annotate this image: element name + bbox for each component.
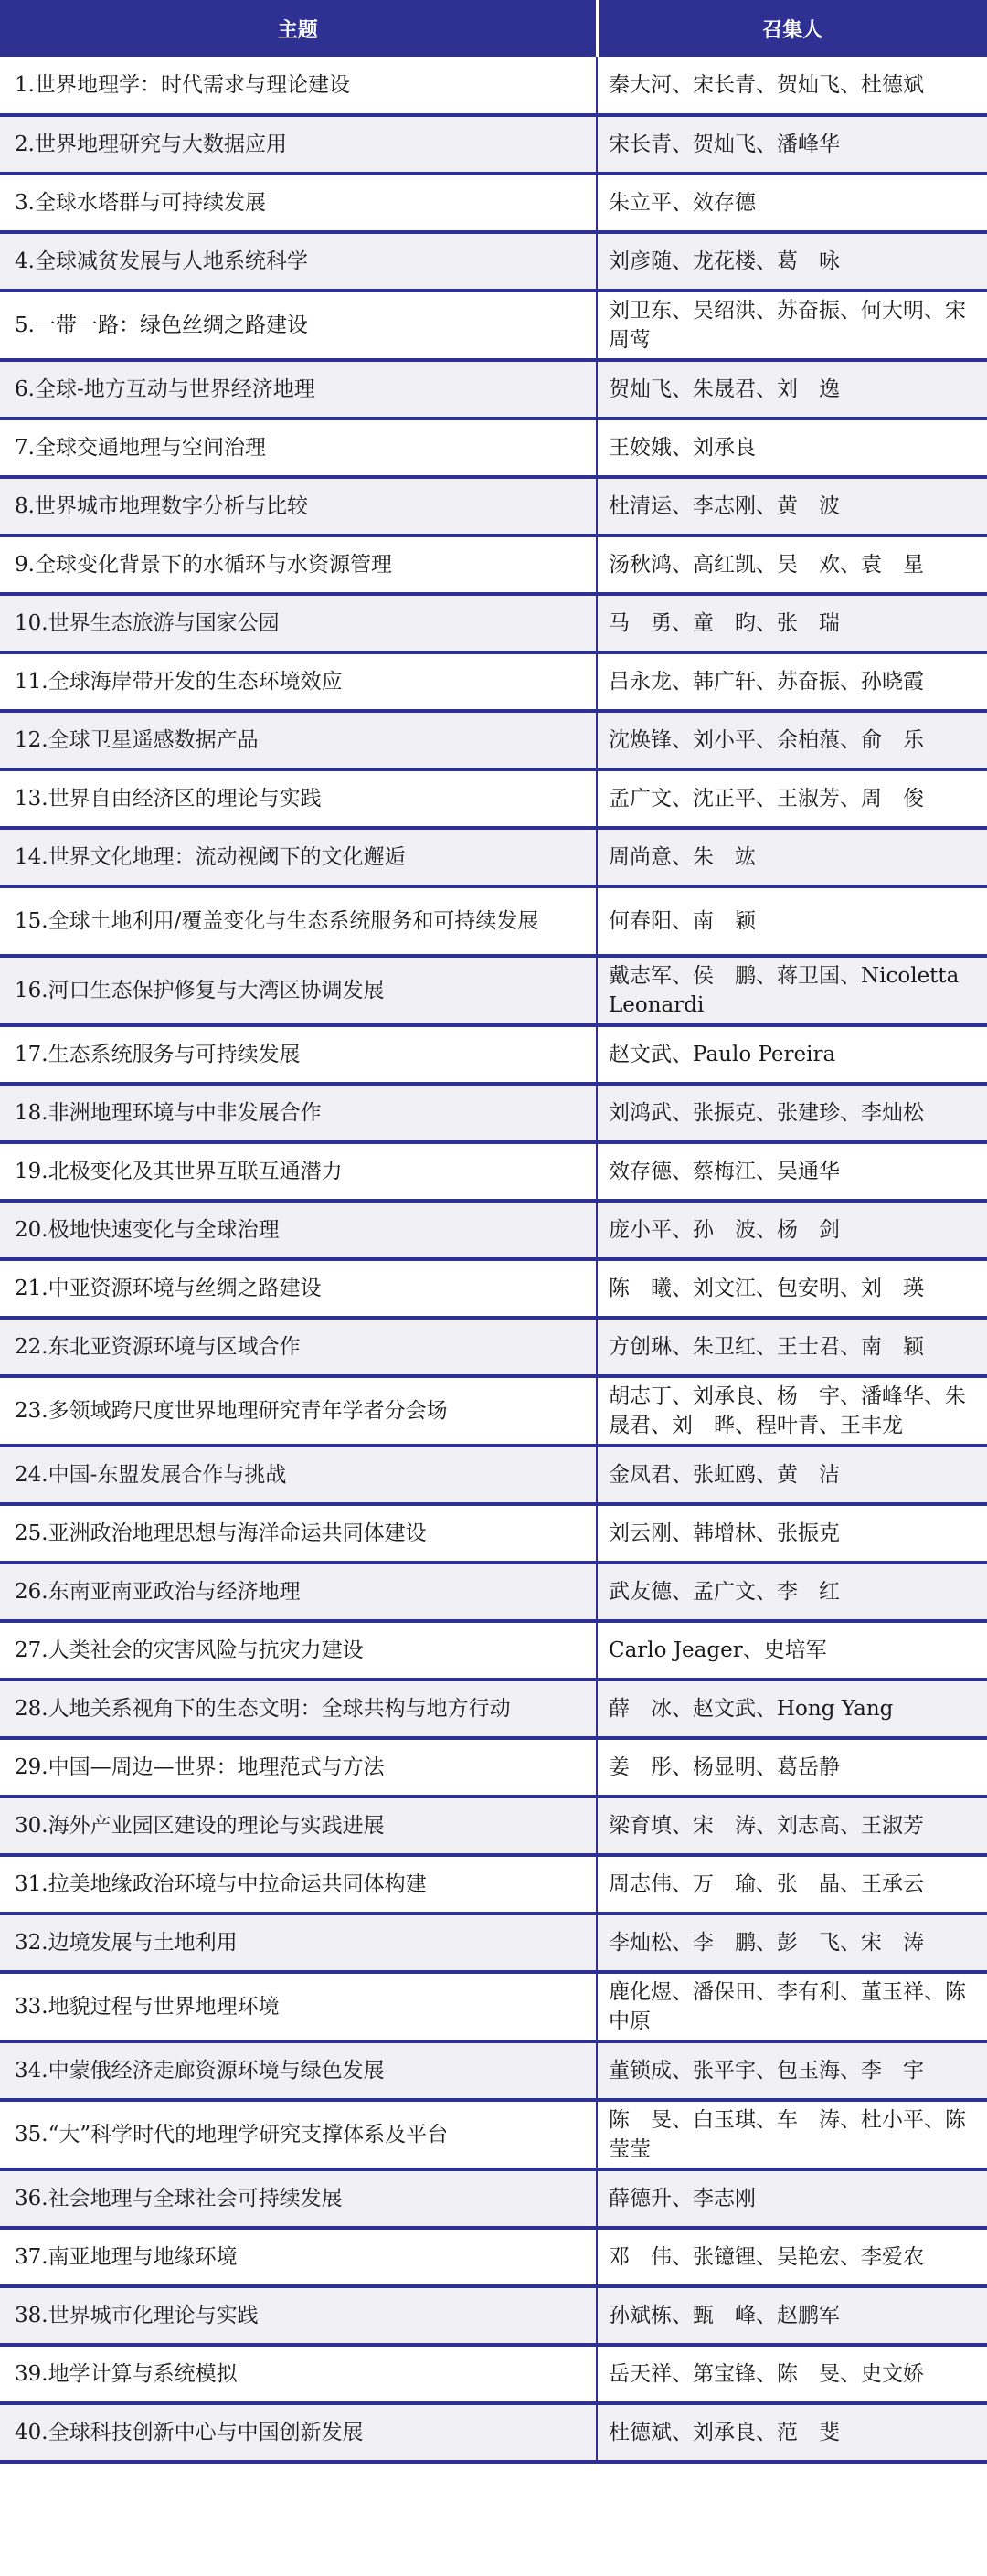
- convener-cell: 效存德、蔡梅江、吴通华: [597, 1142, 987, 1201]
- table-row: [0, 1201, 987, 1259]
- topic-cell: 32.边境发展与土地利用: [0, 1913, 597, 1972]
- topic-cell: 37.南亚地理与地缘环境: [0, 2228, 597, 2286]
- convener-cell: 薛德升、李志刚: [597, 2169, 987, 2228]
- topic-cell: 35.“大”科学时代的地理学研究支撑体系及平台: [0, 2100, 597, 2169]
- table-row: [0, 2403, 987, 2462]
- convener-cell: 胡志丁、刘承良、杨 宇、潘峰华、朱晟君、刘 晔、程叶青、王丰龙: [597, 1376, 987, 1446]
- table-row: [0, 1142, 987, 1201]
- table-row: [0, 1855, 987, 1913]
- topic-cell: 38.世界城市化理论与实践: [0, 2286, 597, 2345]
- convener-cell: 刘鸿武、张振克、张建珍、李灿松: [597, 1084, 987, 1142]
- convener-cell: 刘彦随、龙花楼、葛 咏: [597, 232, 987, 291]
- table-row: [0, 1446, 987, 1504]
- table-row: [0, 594, 987, 652]
- convener-cell: 陈 曦、刘文江、包安明、刘 瑛: [597, 1259, 987, 1318]
- topic-cell: 9.全球变化背景下的水循环与水资源管理: [0, 535, 597, 594]
- convener-cell: 李灿松、李 鹏、彭 飞、宋 涛: [597, 1913, 987, 1972]
- table-row: [0, 1738, 987, 1797]
- topic-cell: 15.全球土地利用/覆盖变化与生态系统服务和可持续发展: [0, 886, 597, 956]
- topic-cell: 34.中蒙俄经济走廊资源环境与绿色发展: [0, 2041, 597, 2100]
- topic-cell: 18.非洲地理环境与中非发展合作: [0, 1084, 597, 1142]
- table-row: [0, 535, 987, 594]
- convener-cell: 鹿化煜、潘保田、李有利、董玉祥、陈中原: [597, 1972, 987, 2041]
- convener-cell: 金凤君、张虹鸥、黄 洁: [597, 1446, 987, 1504]
- convener-cell: 秦大河、宋长青、贺灿飞、杜德斌: [597, 57, 987, 115]
- table-header-row: [0, 0, 987, 57]
- table-row: [0, 1797, 987, 1855]
- table-row: [0, 2169, 987, 2228]
- topic-cell: 27.人类社会的灾害风险与抗灾力建设: [0, 1621, 597, 1680]
- convener-cell: 沈焕锋、刘小平、余柏蒗、俞 乐: [597, 711, 987, 769]
- topic-cell: 19.北极变化及其世界互联互通潜力: [0, 1142, 597, 1201]
- table-row: [0, 1972, 987, 2041]
- convener-cell: 马 勇、童 昀、张 瑞: [597, 594, 987, 652]
- convener-cell: Carlo Jeager、史培军: [597, 1621, 987, 1680]
- convener-cell: 杜清运、李志刚、黄 波: [597, 477, 987, 535]
- topic-cell: 31.拉美地缘政治环境与中拉命运共同体构建: [0, 1855, 597, 1913]
- convener-cell: 董锁成、张平宇、包玉海、李 宇: [597, 2041, 987, 2100]
- convener-cell: 周志伟、万 瑜、张 晶、王承云: [597, 1855, 987, 1913]
- topic-cell: 28.人地关系视角下的生态文明：全球共构与地方行动: [0, 1680, 597, 1738]
- table-row: [0, 2100, 987, 2169]
- table-row: [0, 1376, 987, 1446]
- convener-cell: 陈 旻、白玉琪、车 涛、杜小平、陈莹莹: [597, 2100, 987, 2169]
- table-row: [0, 1621, 987, 1680]
- topic-cell: 40.全球科技创新中心与中国创新发展: [0, 2403, 597, 2462]
- table-row: [0, 886, 987, 956]
- table-row: [0, 1318, 987, 1376]
- convener-cell: 孟广文、沈正平、王淑芳、周 俊: [597, 769, 987, 828]
- topic-cell: 24.中国-东盟发展合作与挑战: [0, 1446, 597, 1504]
- topic-cell: 26.东南亚南亚政治与经济地理: [0, 1563, 597, 1621]
- table-row: [0, 419, 987, 477]
- table-row: [0, 1259, 987, 1318]
- table-row: [0, 2286, 987, 2345]
- topic-cell: 11.全球海岸带开发的生态环境效应: [0, 652, 597, 711]
- table-row: [0, 1084, 987, 1142]
- table-row: [0, 769, 987, 828]
- table-row: [0, 652, 987, 711]
- topic-cell: 1.世界地理学：时代需求与理论建设: [0, 57, 597, 115]
- topic-cell: 8.世界城市地理数字分析与比较: [0, 477, 597, 535]
- convener-cell: 何春阳、南 颖: [597, 886, 987, 956]
- topic-cell: 22.东北亚资源环境与区域合作: [0, 1318, 597, 1376]
- topic-cell: 5.一带一路：绿色丝绸之路建设: [0, 291, 597, 360]
- table-row: [0, 360, 987, 419]
- topic-cell: 33.地貌过程与世界地理环境: [0, 1972, 597, 2041]
- topic-cell: 20.极地快速变化与全球治理: [0, 1201, 597, 1259]
- convener-cell: 武友德、孟广文、李 红: [597, 1563, 987, 1621]
- table-row: [0, 1025, 987, 1084]
- convener-cell: 姜 彤、杨显明、葛岳静: [597, 1738, 987, 1797]
- topic-cell: 17.生态系统服务与可持续发展: [0, 1025, 597, 1084]
- topic-cell: 21.中亚资源环境与丝绸之路建设: [0, 1259, 597, 1318]
- convener-cell: 方创琳、朱卫红、王士君、南 颖: [597, 1318, 987, 1376]
- topic-cell: 36.社会地理与全球社会可持续发展: [0, 2169, 597, 2228]
- table-row: [0, 711, 987, 769]
- table-row: [0, 1680, 987, 1738]
- topic-cell: 6.全球-地方互动与世界经济地理: [0, 360, 597, 419]
- topic-cell: 29.中国—周边—世界：地理范式与方法: [0, 1738, 597, 1797]
- table-row: [0, 291, 987, 360]
- convener-cell: 王姣娥、刘承良: [597, 419, 987, 477]
- table-row: [0, 2228, 987, 2286]
- convener-cell: 刘云刚、韩增林、张振克: [597, 1504, 987, 1563]
- topic-cell: 3.全球水塔群与可持续发展: [0, 174, 597, 232]
- table-row: [0, 956, 987, 1025]
- table-row: [0, 232, 987, 291]
- table-row: [0, 2041, 987, 2100]
- table-row: [0, 828, 987, 886]
- convener-cell: 刘卫东、吴绍洪、苏奋振、何大明、宋周莺: [597, 291, 987, 360]
- table-row: [0, 1504, 987, 1563]
- table-row: [0, 477, 987, 535]
- convener-cell: 汤秋鸿、高红凯、吴 欢、袁 星: [597, 535, 987, 594]
- table-row: [0, 2345, 987, 2403]
- convener-cell: 邓 伟、张镱锂、吴艳宏、李爱农: [597, 2228, 987, 2286]
- convener-cell: 岳天祥、第宝锋、陈 旻、史文娇: [597, 2345, 987, 2403]
- topic-cell: 10.世界生态旅游与国家公园: [0, 594, 597, 652]
- convener-cell: 吕永龙、韩广轩、苏奋振、孙晓霞: [597, 652, 987, 711]
- table-row: [0, 57, 987, 115]
- topic-cell: 2.世界地理研究与大数据应用: [0, 115, 597, 174]
- convener-cell: 薛 冰、赵文武、Hong Yang: [597, 1680, 987, 1738]
- convener-cell: 孙斌栋、甄 峰、赵鹏军: [597, 2286, 987, 2345]
- convener-cell: 周尚意、朱 竑: [597, 828, 987, 886]
- convener-cell: 梁育填、宋 涛、刘志高、王淑芳: [597, 1797, 987, 1855]
- table-body: [0, 57, 987, 2462]
- convener-cell: 宋长青、贺灿飞、潘峰华: [597, 115, 987, 174]
- topic-cell: 14.世界文化地理：流动视阈下的文化邂逅: [0, 828, 597, 886]
- table-row: [0, 1913, 987, 1972]
- convener-column-header: 召集人: [597, 0, 987, 57]
- topic-cell: 4.全球减贫发展与人地系统科学: [0, 232, 597, 291]
- topic-cell: 23.多领域跨尺度世界地理研究青年学者分会场: [0, 1376, 597, 1446]
- convener-cell: 庞小平、孙 波、杨 剑: [597, 1201, 987, 1259]
- topic-cell: 25.亚洲政治地理思想与海洋命运共同体建设: [0, 1504, 597, 1563]
- topic-cell: 12.全球卫星遥感数据产品: [0, 711, 597, 769]
- convener-cell: 赵文武、Paulo Pereira: [597, 1025, 987, 1084]
- topic-cell: 30.海外产业园区建设的理论与实践进展: [0, 1797, 597, 1855]
- convener-cell: 贺灿飞、朱晟君、刘 逸: [597, 360, 987, 419]
- table-row: [0, 174, 987, 232]
- topic-cell: 7.全球交通地理与空间治理: [0, 419, 597, 477]
- table-row: [0, 1563, 987, 1621]
- convener-cell: 戴志军、侯 鹏、蒋卫国、Nicoletta Leonardi: [597, 956, 987, 1025]
- table-row: [0, 115, 987, 174]
- topic-cell: 39.地学计算与系统模拟: [0, 2345, 597, 2403]
- convener-cell: 朱立平、效存德: [597, 174, 987, 232]
- topic-column-header: 主题: [0, 0, 597, 57]
- convener-cell: 杜德斌、刘承良、范 斐: [597, 2403, 987, 2462]
- topic-cell: 16.河口生态保护修复与大湾区协调发展: [0, 956, 597, 1025]
- topic-cell: 13.世界自由经济区的理论与实践: [0, 769, 597, 828]
